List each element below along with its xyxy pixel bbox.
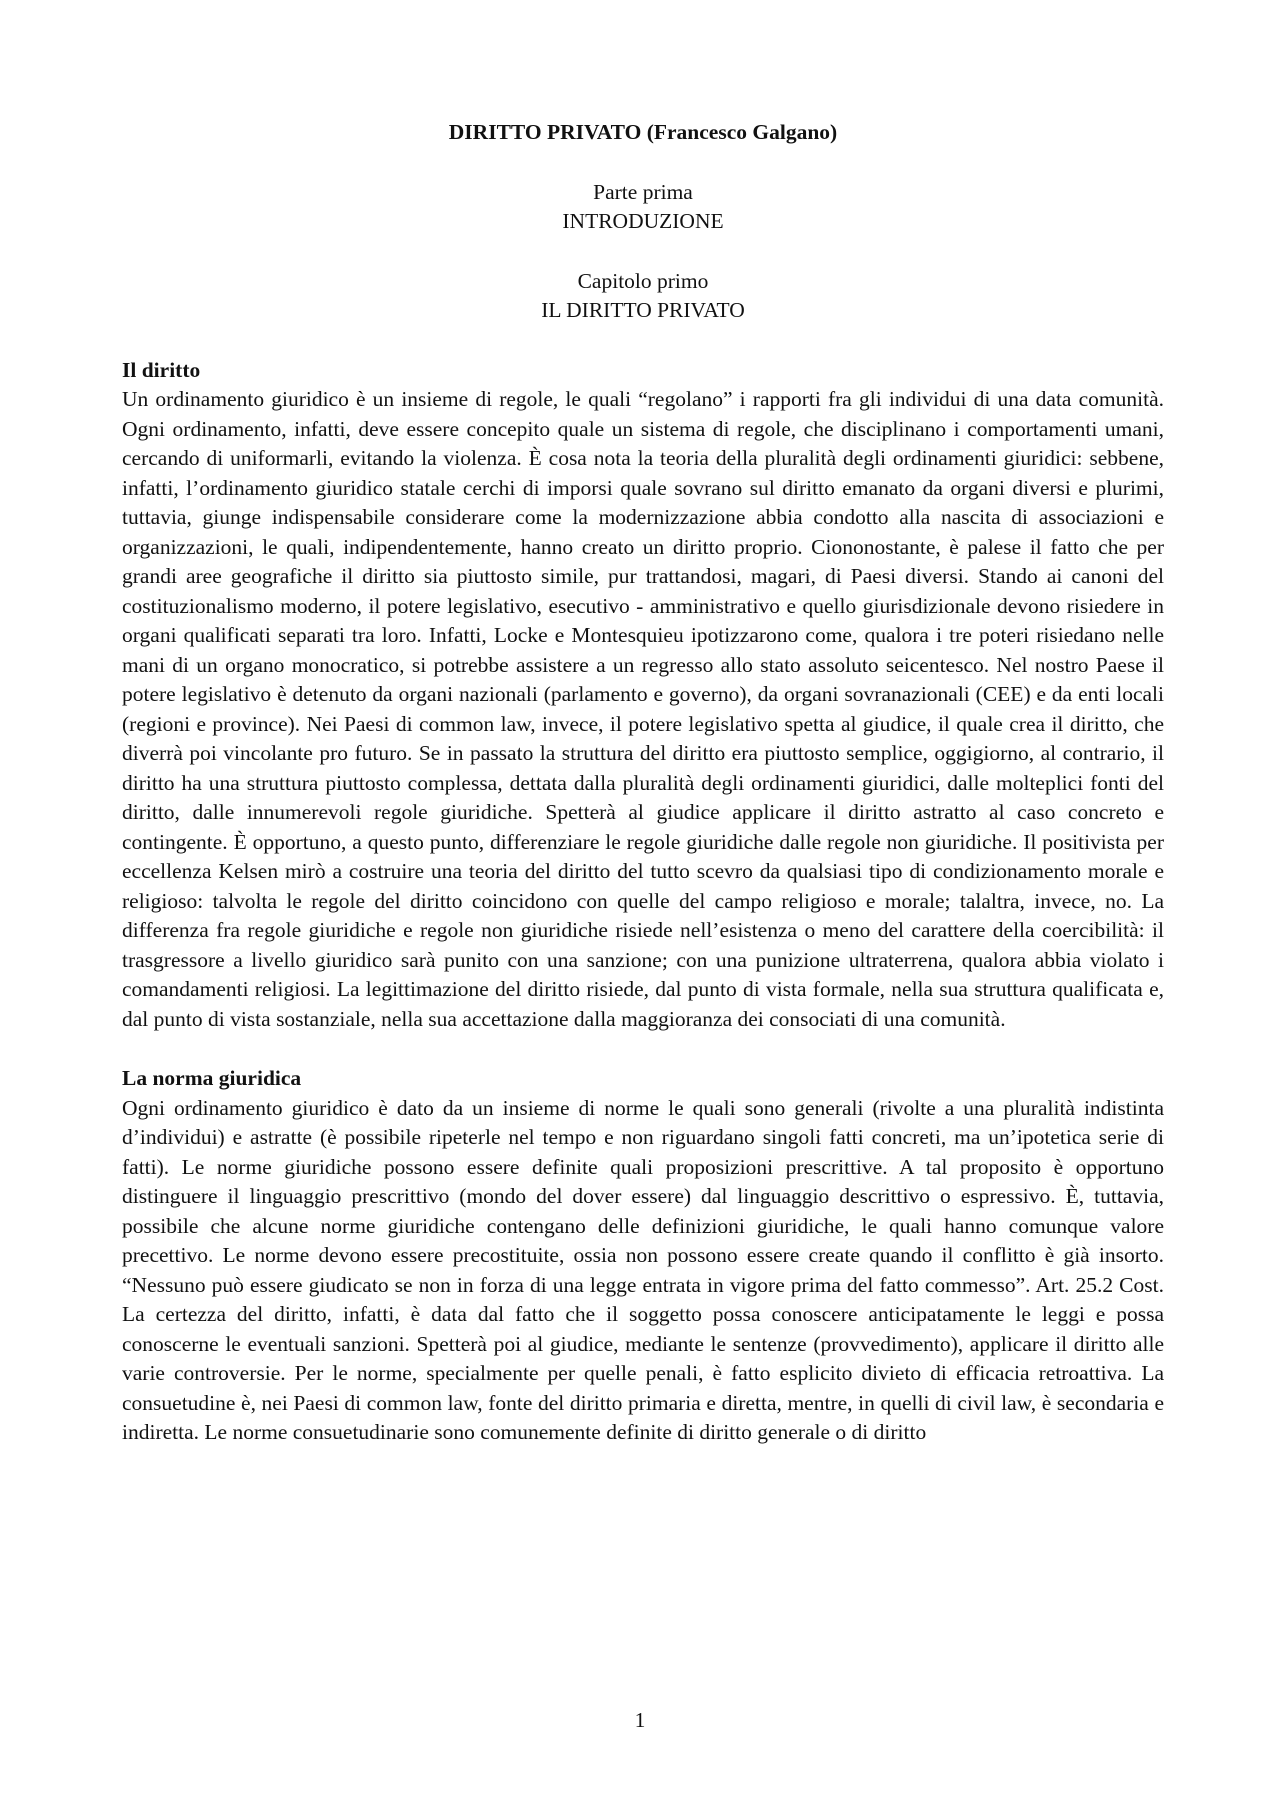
part-heading bbox=[122, 178, 1164, 237]
part-title: INTRODUZIONE bbox=[562, 209, 724, 233]
page-number: 1 bbox=[634, 1708, 646, 1732]
document-title: DIRITTO PRIVATO (Francesco Galgano) bbox=[448, 120, 838, 144]
section-il-diritto bbox=[122, 356, 1164, 1035]
chapter-label: Capitolo primo bbox=[577, 268, 709, 293]
chapter-heading bbox=[122, 267, 1164, 326]
section-body: Ogni ordinamento giuridico è dato da un insieme di norme le quali sono generali (rivolte a una pluralità indistinta d’individui) e astratte (è possibile ripeterle nel tempo e non riguardano singoli fatti concreti, ma un’ipotetica serie di fatti). Le norme giuridiche possono essere definite quali proposizioni prescrittive. A tal proposito è opportuno distinguere il linguaggio prescrittivo (mondo del dover essere) dal linguaggio descrittivo o espressivo. È, tuttavia, possibile che alcune norme giuridiche contengano delle definizioni giuridiche, le quali hanno comunque valore precettivo. Le norme devono essere precostituite, ossia non possono essere create quando il conflitto è già insorto. “Nessuno può essere giudicato se non in forza di una legge entrata in vigore prima del fatto commesso”. Art. 25.2 Cost. La certezza del diritto, infatti, è data dal fatto che il soggetto possa conoscere anticipatamente le leggi e possa conoscerne le eventuali sanzioni. Spetterà poi al giudice, mediante le sentenze (provvedimento), applicare il diritto alle varie controversie. Per le norme, specialmente per quelle penali, è fatto esplicito divieto di efficacia retroattiva. La consuetudine è, nei Paesi di common law, fonte del diritto primaria e diretta, mentre, in quelli di civil law, è secondaria e indiretta. Le norme consuetudinarie sono comunemente definite di diritto generale o di diritto bbox=[122, 1095, 1164, 1444]
section-body: Un ordinamento giuridico è un insieme di regole, le quali “regolano” i rapporti fra gli individui di una data comunità. Ogni ordinamento, infatti, deve essere concepito quale un sistema di regole, che disciplinano i comportamenti umani, cercando di uniformarli, evitando la violenza. È cosa nota la teoria della pluralità degli ordinamenti giuridici: sebbene, infatti, l’ordinamento giuridico statale cerchi di imporsi quale sovrano sul diritto emanato da organi diversi e plurimi, tuttavia, giunge indispensabile considerare come la modernizzazione abbia condotto alla nascita di associazioni e organizzazioni, le quali, indipendentemente, hanno creato un diritto proprio. Ciononostante, è palese il fatto che per grandi aree geografiche il diritto sia piuttosto simile, pur trattandosi, magari, di Paesi diversi. Stando ai canoni del costituzionalismo moderno, il potere legislativo, esecutivo - amministrativo e quello giurisdizionale devono risiedere in organi qualificati separati tra loro. Infatti, Locke e Montesquieu ipotizzarono come, qualora i tre poteri risiedano nelle mani di un organo monocratico, si potrebbe assistere a un regresso allo stato assoluto seicentesco. Nel nostro Paese il potere legislativo è detenuto da organi nazionali (parlamento e governo), da organi sovranazionali (CEE) e da enti locali (regioni e province). Nei Paesi di common law, invece, il potere legislativo spetta al giudice, il quale crea il diritto, che diverrà poi vincolante pro futuro. Se in passato la struttura del diritto era piuttosto semplice, oggigiorno, al contrario, il diritto ha una struttura piuttosto complessa, dettata dalla pluralità degli ordinamenti giuridici, dalle molteplici fonti del diritto, dalle innumerevoli regole giuridiche. Spetterà al giudice applicare il diritto astratto al caso concreto e contingente. È opportuno, a questo punto, differenziare le regole giuridiche dalle regole non giuridiche. Il positivista per eccellenza Kelsen mirò a costruire una teoria del diritto del tutto scevro da qualsiasi tipo di condizionamento morale e religioso: talvolta le regole del diritto coincidono con quelle del campo religioso e morale; talaltra, invece, no. La differenza fra regole giuridiche e regole non giuridiche risiede nell’esistenza o meno del carattere della coercibilità: il trasgressore a livello giuridico sarà punito con una sanzione; con una punizione ultraterrena, qualora abbia violato i comandamenti religiosi. La legittimazione del diritto risiede, dal punto di vista formale, nella sua struttura qualificata e, dal punto di vista sostanziale, nella sua accettazione dalla maggioranza dei consociati di una comunità. bbox=[122, 387, 1164, 1031]
section-heading: La norma giuridica bbox=[122, 1066, 302, 1090]
part-label: Parte prima bbox=[593, 179, 693, 204]
document-page bbox=[122, 118, 1164, 1478]
section-la-norma-giuridica bbox=[122, 1064, 1164, 1448]
chapter-title: IL DIRITTO PRIVATO bbox=[541, 298, 745, 322]
section-heading: Il diritto bbox=[122, 357, 201, 382]
